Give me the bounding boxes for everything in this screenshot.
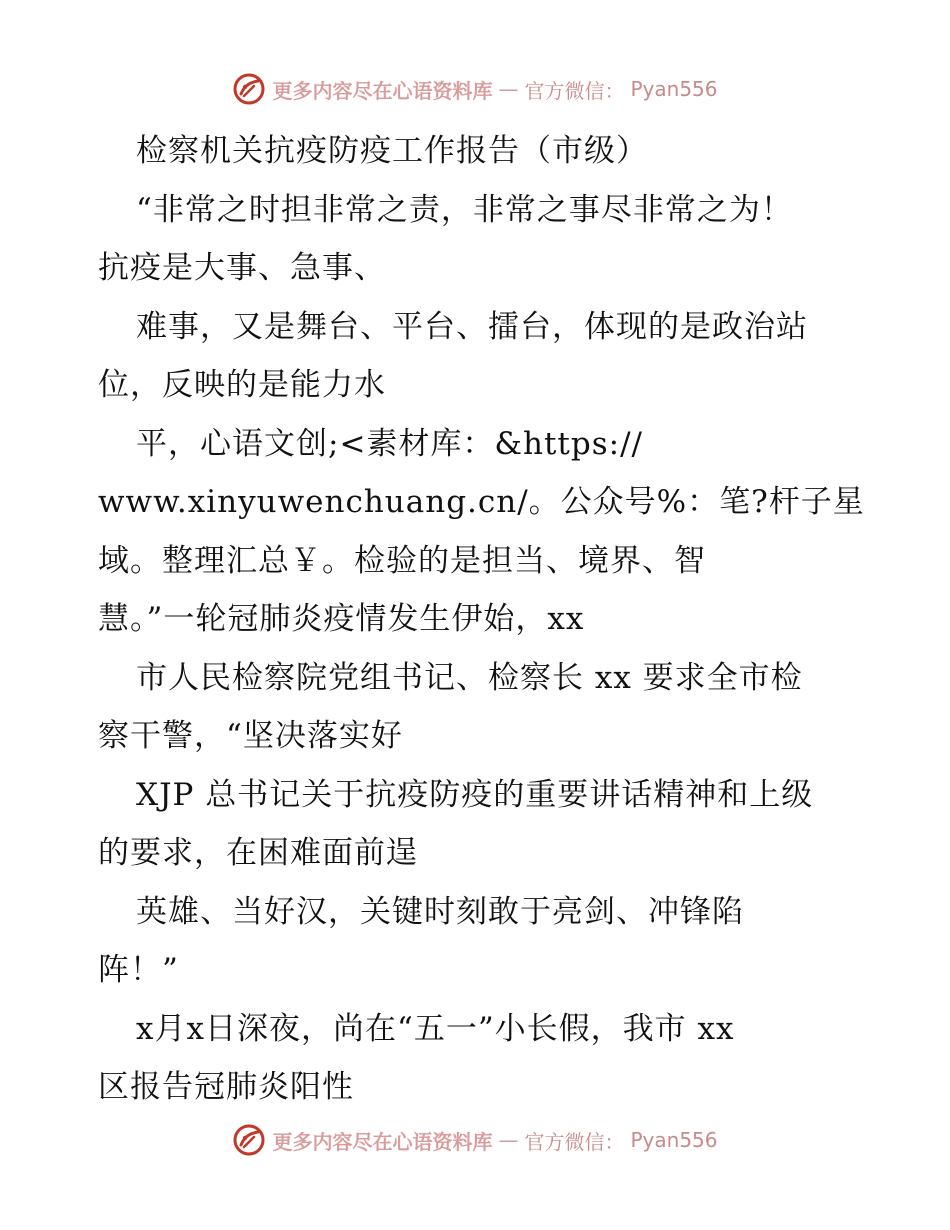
banner-wechat-label: 官方微信： [524, 78, 625, 103]
seal-logo-icon [232, 72, 266, 106]
paragraph-line: 的要求，在困难面前逞 [98, 835, 418, 871]
footer-banner [0, 1123, 950, 1157]
header-banner [0, 72, 950, 106]
banner-dash: — [498, 1128, 519, 1152]
banner-lead-text: 更多内容尽在心语资料库 [272, 1129, 493, 1154]
paragraph-line: 位，反映的是能力水 [98, 367, 386, 403]
document-title: 检察机关抗疫防疫工作报告（市级） [136, 133, 648, 169]
paragraph-line: 阵！” [98, 952, 179, 988]
paragraph-line: 抗疫是大事、急事、 [98, 250, 386, 286]
document-body [98, 122, 865, 1117]
paragraph-line: 察干警，“坚决落实好 [98, 718, 403, 754]
paragraph-line: 区报告冠肺炎阳性 [98, 1069, 354, 1105]
paragraph-line: 英雄、当好汉，关键时刻敢于亮剑、冲锋陷 [136, 893, 744, 930]
banner-wechat-id: Pyan556 [630, 77, 718, 101]
banner-lead-text: 更多内容尽在心语资料库 [272, 78, 493, 103]
paragraph-line: 难事，又是舞台、平台、擂台，体现的是政治站 [136, 308, 808, 345]
paragraph-line: 慧。”一轮冠肺炎疫情发生伊始，xx [98, 601, 585, 637]
banner-dash: — [498, 77, 519, 101]
paragraph-line: “非常之时担非常之责，非常之事尽非常之为！ [136, 191, 793, 228]
seal-logo-icon [232, 1123, 266, 1157]
paragraph-line: 市人民检察院党组书记、检察长 xx 要求全市检 [136, 659, 803, 696]
paragraph-line: 平，心语文创;<素材库：&https:// [136, 425, 643, 462]
paragraph-line: www.xinyuwenchuang.cn/。公众号%：笔?杆子星 [98, 484, 865, 520]
paragraph-line: XJP 总书记关于抗疫防疫的重要讲话精神和上级 [136, 776, 814, 813]
paragraph-line: x月x日深夜，尚在“五一”小长假，我市 xx [136, 1010, 735, 1047]
banner-wechat-label: 官方微信： [524, 1129, 625, 1154]
banner-wechat-id: Pyan556 [630, 1128, 718, 1152]
paragraph-line: 域。整理汇总￥。检验的是担当、境界、智 [98, 542, 706, 579]
